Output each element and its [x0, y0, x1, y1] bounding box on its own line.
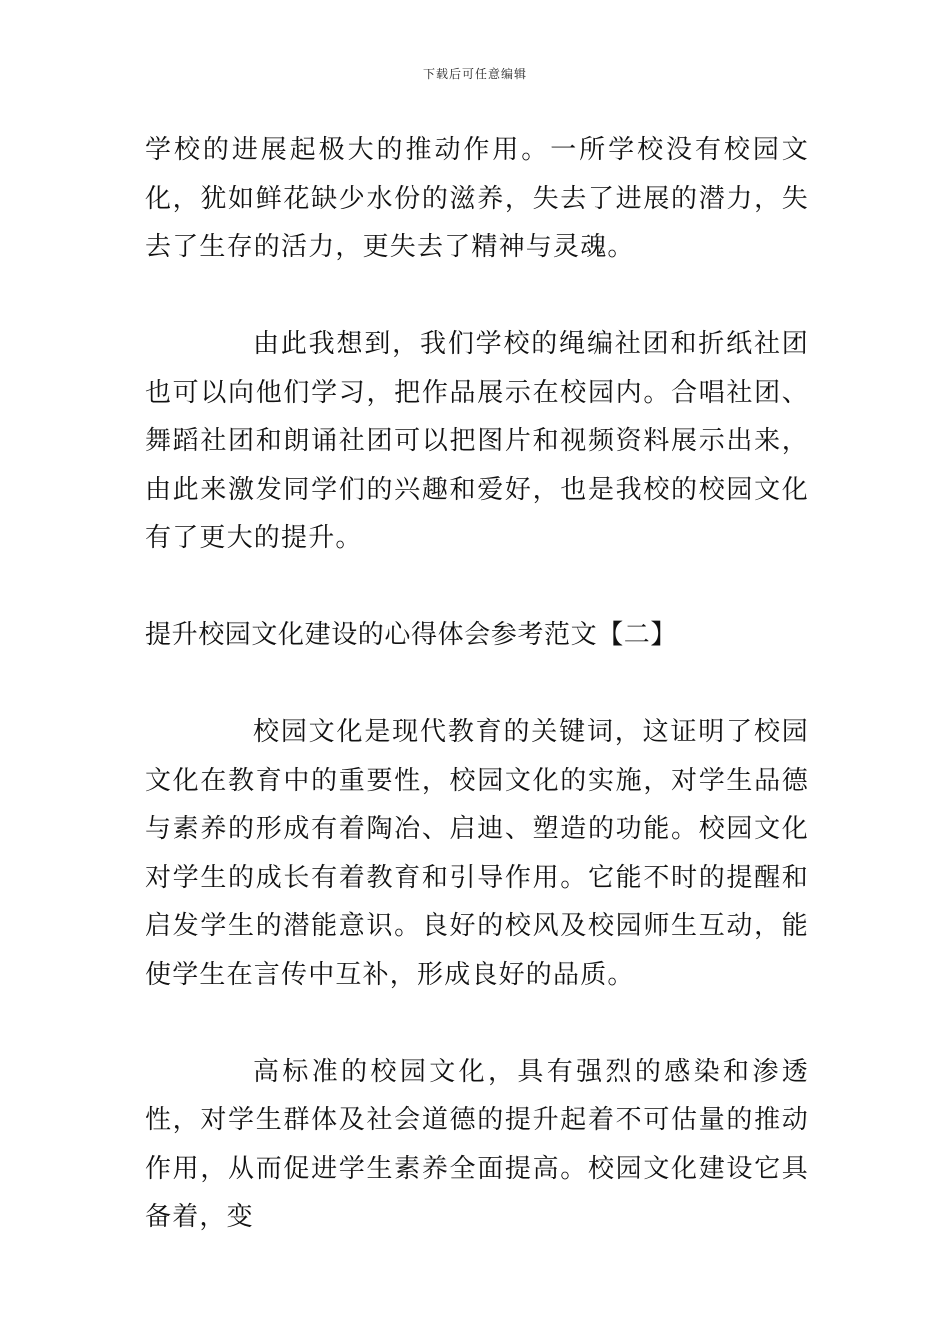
- page-header: 下载后可任意编辑: [422, 67, 527, 81]
- paragraph-campus-culture: 校园文化是现代教育的关键词，这证明了校园文化在教育中的重要性，校园文化的实施，对学生品德与素养的形成有着陶冶、启迪、塑造的功能。校园文化对学生的成长有着教育和引导作用。它能不时的提醒和启发学生的潜能意识。良好的校风及校园师生互动，能使学生在言传中互补，形成良好的品质。: [145, 717, 809, 990]
- paragraph-continued: 学校的进展起极大的推动作用。一所学校没有校园文化，犹如鲜花缺少水份的滋养，失去了进展的潜力，失去了生存的活力，更失去了精神与灵魂。: [145, 135, 809, 262]
- section-heading: 提升校园文化建设的心得体会参考范文【二】: [145, 620, 678, 650]
- document-body: [145, 126, 809, 1242]
- paragraph-club-ideas: 由此我想到，我们学校的绳编社团和折纸社团也可以向他们学习，把作品展示在校园内。合唱社团、舞蹈社团和朗诵社团可以把图片和视频资料展示出来，由此来激发同学们的兴趣和爱好，也是我校的校园文化有了更大的提升。: [145, 329, 809, 553]
- paragraph-high-standard: 高标准的校园文化，具有强烈的感染和渗透性，对学生群体及社会道德的提升起着不可估量的推动作用，从而促进学生素养全面提高。校园文化建设它具备着，变: [145, 1056, 809, 1232]
